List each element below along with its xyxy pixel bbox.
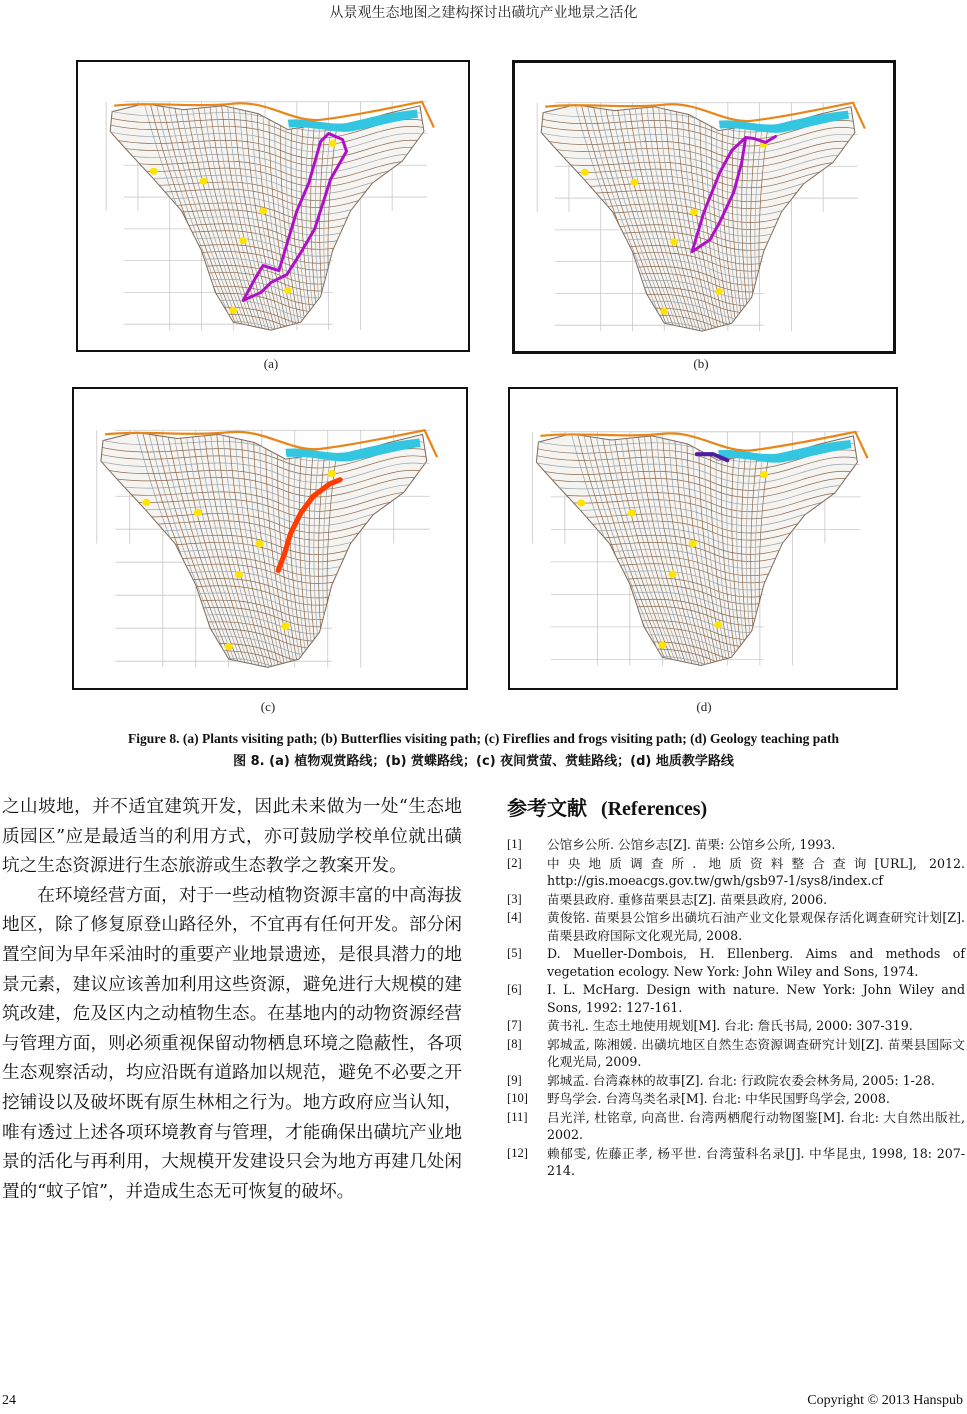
- reference-text: 公馆乡公所. 公馆乡志[Z]. 苗栗: 公馆乡公所, 1993.: [547, 837, 836, 852]
- reference-item: [507, 1017, 965, 1035]
- reference-text: 中央地质调查所. 地质资料整合查询[URL], 2012. http://gis.moeacgs.gov.tw/gwh/gsb97-1/sys8/index.cf: [547, 855, 965, 888]
- reference-item: [507, 1072, 965, 1090]
- reference-number: [10]: [507, 1091, 528, 1105]
- reference-item: [507, 855, 965, 890]
- reference-number: [9]: [507, 1072, 522, 1087]
- reference-number: [5]: [507, 946, 522, 960]
- reference-text: D. Mueller-Dombois, H. Ellenberg. Aims and methods of vegetation ecology. New York: John Wiley and Sons, 1974.: [547, 946, 965, 979]
- reference-text: 苗栗县政府. 重修苗栗县志[Z]. 苗栗县政府, 2006.: [547, 891, 828, 907]
- reference-number: [8]: [507, 1036, 522, 1051]
- reference-number: [6]: [507, 982, 522, 996]
- reference-number: [7]: [507, 1018, 522, 1032]
- panel-label-b: (b): [693, 356, 709, 371]
- reference-number: [12]: [507, 1145, 528, 1160]
- reference-text: 吕光洋, 杜铭章, 向高世. 台湾两栖爬行动物图鉴[M]. 台北: 大自然出版社, 2002.: [547, 1109, 965, 1142]
- reference-text: 黄书礼. 生态土地使用规划[M]. 台北: 詹氏书局, 2000: 307-319.: [547, 1018, 913, 1033]
- panel-label-d: (d): [696, 699, 712, 714]
- reference-item: [507, 891, 965, 909]
- references-heading-en: (References): [600, 798, 708, 820]
- reference-item: [507, 1109, 965, 1144]
- reference-item: [507, 981, 965, 1016]
- reference-text: 野鸟学会. 台湾鸟类名录[M]. 台北: 中华民国野鸟学会, 2008.: [547, 1091, 890, 1106]
- reference-text: 郭城孟. 台湾森林的故事[Z]. 台北: 行政院农委会林务局, 2005: 1-28.: [547, 1072, 935, 1088]
- reference-item: [507, 945, 965, 980]
- reference-item: [507, 909, 965, 944]
- reference-item: [507, 1090, 965, 1108]
- reference-number: [11]: [507, 1109, 528, 1124]
- body-text: [2, 793, 462, 1207]
- body-paragraph: 在环境经营方面，对于一些动植物资源丰富的中高海拔地区，除了修复原登山路径外，不宜再有任何开发。部分闲置空间为早年采油时的重要产业地景遗迹，是很具潜力的地景元素，建议应该善加利用这些资源，避免进行大规模的建筑改建，危及区内之动植物生态。在基地内的动物资源经营与管理方面，则必须重视保留动物栖息环境之隐蔽性，各项生态观察活动，均应沿既有道路加以规范，避免不必要之开挖铺设以及破坏既有原生林相之行为。地方政府应当认知，唯有透过上述各项环境教育与管理，才能确保出磺坑产业地景的活化与再利用，大规模开发建设只会为地方再建几处闲置的“蚊子馆”，并造成生态无可恢复的破坏。: [2, 885, 462, 1202]
- map-panel-c: [72, 387, 468, 690]
- reference-item: [507, 836, 965, 854]
- map-panel-a: [76, 60, 470, 352]
- map-panel-b: [512, 60, 896, 354]
- reference-item: [507, 1145, 965, 1180]
- references-heading-zh: 参考文献: [507, 796, 587, 820]
- reference-item: [507, 1036, 965, 1071]
- references-heading: [507, 792, 707, 821]
- reference-number: [4]: [507, 910, 522, 924]
- page-number: 24: [2, 1393, 16, 1408]
- panel-label-a: (a): [263, 356, 279, 371]
- reference-text: 黄俊铭. 苗栗县公馆乡出磺坑石油产业文化景观保存活化调查研究计划[Z]. 苗栗县政府国际文化观光局, 2008.: [547, 910, 965, 943]
- reference-text: I. L. McHarg. Design with nature. New York: John Wiley and Sons, 1992: 127-161.: [547, 982, 965, 1015]
- map-panel-d: [508, 387, 898, 690]
- reference-list: [507, 836, 965, 1181]
- copyright: Copyright © 2013 Hanspub: [807, 1393, 963, 1408]
- reference-number: [3]: [507, 891, 522, 906]
- figure-caption-en: Figure 8. (a) Plants visiting path; (b) Butterflies visiting path; (c) Fireflies and frogs visiting path; (d) Geology teaching path: [128, 731, 839, 746]
- reference-text: 郭城孟, 陈湘媛. 出磺坑地区自然生态资源调查研究计划[Z]. 苗栗县国际文化观光局, 2009.: [547, 1036, 965, 1069]
- reference-number: [1]: [507, 837, 522, 851]
- reference-number: [2]: [507, 855, 522, 870]
- panel-label-c: (c): [260, 699, 276, 714]
- figure-caption-zh: 图 8. (a) 植物观赏路线；(b) 赏蝶路线；(c) 夜间赏萤、赏蛙路线；(d) 地质教学路线: [233, 754, 734, 769]
- reference-text: 赖郁雯, 佐藤正孝, 杨平世. 台湾萤科名录[J]. 中华昆虫, 1998, 18: 207-214.: [547, 1145, 965, 1178]
- running-title: 从景观生态地图之建构探讨出磺坑产业地景之活化: [329, 5, 638, 21]
- body-paragraph: 之山坡地，并不适宜建筑开发，因此未来做为一处“生态地质园区”应是最适当的利用方式，亦可鼓励学校单位就出磺坑之生态资源进行生态旅游或生态教学之教案开发。: [2, 797, 462, 877]
